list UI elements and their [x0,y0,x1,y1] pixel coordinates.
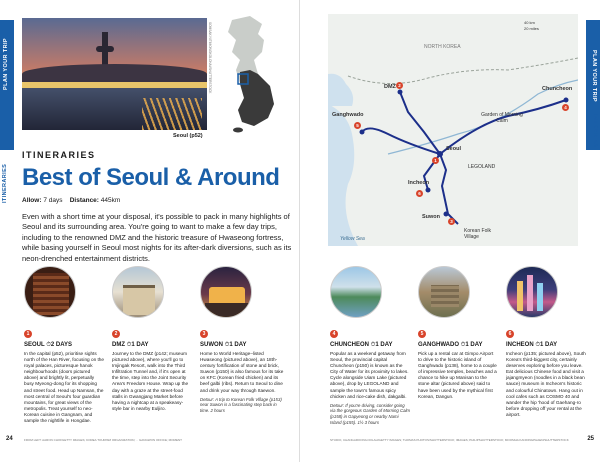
stop-name: INCHEON [506,342,534,348]
scale-km: 40 km [524,20,535,25]
footer-credit: FROM LEFT: AARON CHOI/GETTY IMAGES; KOREA TOURISM ORGANIZATION; ·· GANGWON OFFICE; MOMENT [24,438,182,442]
clock-icon: ⏱ [126,342,132,348]
clock-icon: ⏱ [224,342,230,348]
stop-duration: 1 DAY [131,342,149,348]
incheon-skyline-photo [506,266,558,318]
stop-suwon [200,322,286,413]
clock-icon: ⏱ [46,342,51,348]
stop-duration: 1 DAY [375,342,393,348]
stop-number: 1 [24,330,32,338]
stop-number: 3 [200,330,208,338]
stop-seoul [24,322,104,424]
chuncheon-lake-photo [330,266,382,318]
stop-number: 5 [418,330,426,338]
clock-icon: ⏱ [460,342,466,348]
stop-description: Popular as a weekend getaway from Seoul, the provincial capital Chuncheon (p150) is known as the City of Water for its proximity to lakes. Cycle alongside Uiam Lake (pictured above), drop by LEGOLAND and sample the town's famous spicy chicken and rice-cake dish, dakgalbi. [330,351,409,399]
route-map [328,14,578,246]
side-tab-left [0,20,14,150]
allow-label: Allow: [22,197,42,204]
hero-caption: Seoul (p52) [173,133,203,139]
stop-description: Journey to the DMZ (p142; museum pictured above), where you'll go to Imjingak Resort, walk into the Third Infiltration Tunnel and, if it's open at the time, step into the Joint Security Area's Freedom House. Wrap up the day with a graze at the street-food stalls in Gwangjang Market before having a nightcap at a speakeasy-style bar in nearby Euljiro. [112,351,189,411]
stop-chuncheon [330,322,410,425]
stop-number: 4 [330,330,338,338]
map-marker-6: 6 [416,190,423,197]
label-incheon: Incheon [408,180,430,186]
page-number: 25 [587,436,594,442]
map-marker-2: 2 [396,82,403,89]
label-ganghwado: Ganghwado [332,112,364,118]
label-korean-folk-village: Korean Folk Village [464,228,491,240]
hero-photo-seoul [22,18,207,130]
stop-ganghwado [418,322,498,400]
section-label-vertical: ITINERARIES [592,108,598,148]
stop-number: 6 [506,330,514,338]
label-legoland: LEGOLAND [468,164,496,170]
stop-name: DMZ [112,342,125,348]
stop-dmz [112,322,192,412]
stop-duration: 1 DAY [229,342,247,348]
photo-credit: SOMSAK NITIMONGKOLCHAI/SHUTTERSTOCK [208,22,212,94]
scale-miles: 20 miles [524,26,539,31]
stop-name: SEOUL [24,342,45,348]
stop-detour: Detour: If you're driving, consider going via the gorgeous Garden of Morning Calm (p158) in Gapyeong or nearby Nami Island (p155). 1½ 3 hours [330,402,411,425]
label-dmz: DMZ [384,84,396,90]
page-title: Best of Seoul & Around [22,164,280,191]
map-marker-4: 4 [562,104,569,111]
allow-value: 7 days [43,197,63,204]
stop-description: In the capital (p52), prioritise sights north of the Han River, focusing on the royal palaces, picturesque hanok neighbourhoods (doors pictured above) and brightly lit, perpetually busy Myeong-dong for its shopping and street food. Head up Namsan, the most central of Seoul's four guardian mountains, for great views of the metropolis. Treat yourself to neo-Korean cuisine in Gangnam, and sample the nightlife in Hongdae. [24,351,104,424]
page-number: 24 [6,436,13,442]
stop-incheon [506,322,586,418]
stop-name: SUWON [200,342,223,348]
tab-label: PLAN YOUR TRIP [591,50,597,102]
itineraries-heading: ITINERARIES [22,150,96,160]
right-page [300,0,600,462]
trip-meta [22,197,120,204]
intro-paragraph: Even with a short time at your disposal, it's possible to pack in many highlights of Seoul and its surrounding area. You're going to want to make a few day trips, including to the renowned DMZ and the historic treasure of Hwaseong fortress, while basing yourself in Seoul most nights for its after-dark diversions, such as its neon-drenched entertainment districts. [22,212,292,263]
stop-number: 2 [112,330,120,338]
map-marker-1: 1 [432,157,439,164]
label-suwon: Suwon [422,214,441,220]
stop-name: CHUNCHEON [330,342,369,348]
stop-description: Incheon (p135; pictured above), South Korea's third-biggest city, certainly deserves exploring before you leave. Eat delicious Chinese food and visit a jajangmyeon (noodles in a black bean sauce) museum in Incheon's historic and colourful Chinatown. Hang out in cool cafes such as COSMO 40 and wander the hip 'hood of Gaehang-ro before dropping off your rental at the airport. [506,351,586,417]
label-seoul: Seoul [446,146,461,152]
stop-name: GANGHWADO [418,342,459,348]
label-yellow-sea: Yellow Sea [340,236,365,242]
distance-label: Distance: [69,197,99,204]
stop-detour: Detour: A trip to Korean Folk Village (p153) near Suwon is a fascinating step back in time. 2 hours [200,396,282,413]
seoul-doors-photo [24,266,76,318]
stop-duration: 2 DAYS [50,342,73,348]
section-label-vertical: ITINERARIES [2,163,8,203]
stop-duration: 1 DAY [465,342,483,348]
stop-description: Home to World Heritage–listed Hwaseong (pictured above), an 18th-century fortification of stone and brick, Suwon (p150) is also famous for its take on KFC (Korean fried chicken) and its beef galbi (ribs). Return to Seoul to dine and drink your way through Itaewon. [200,351,284,393]
korea-locator-map [218,14,288,134]
distance-value: 445km [100,197,121,204]
stop-description: Pick up a rental car at Gimpo Airport to drive to the historic island of Ganghwado (p138), home to a couple of impressive temples, beaches and a chance to hike up Manisan to the stone altar (pictured above) said to have been used by the mythical first Korean, Dangun. [418,351,497,399]
suwon-fortress-photo [200,266,252,318]
footer-credit: STUDIO, CHANGAROON/LOOLAH/GETTY IMAGES; THOMAS PHOTOS/SHUTTERSTOCK; IMAGES; PHILIPSHUTTERSTOCK; MOOMHA KANDINGPHAEN/SHUTTERSTOCK [330,438,569,442]
dmz-museum-photo [112,266,164,318]
label-garden-morning-calm: Garden of Morning Calm [481,112,523,124]
clock-icon: ⏱ [370,342,376,348]
label-chuncheon: Chuncheon [542,86,573,92]
label-north-korea: NORTH KOREA [424,44,461,50]
stop-duration: 1 DAY [540,342,558,348]
ganghwado-altar-photo [418,266,470,318]
clock-icon: ⏱ [535,342,541,348]
map-marker-5: 5 [354,122,361,129]
map-marker-3: 3 [448,218,455,225]
tab-label: PLAN YOUR TRIP [3,38,9,90]
